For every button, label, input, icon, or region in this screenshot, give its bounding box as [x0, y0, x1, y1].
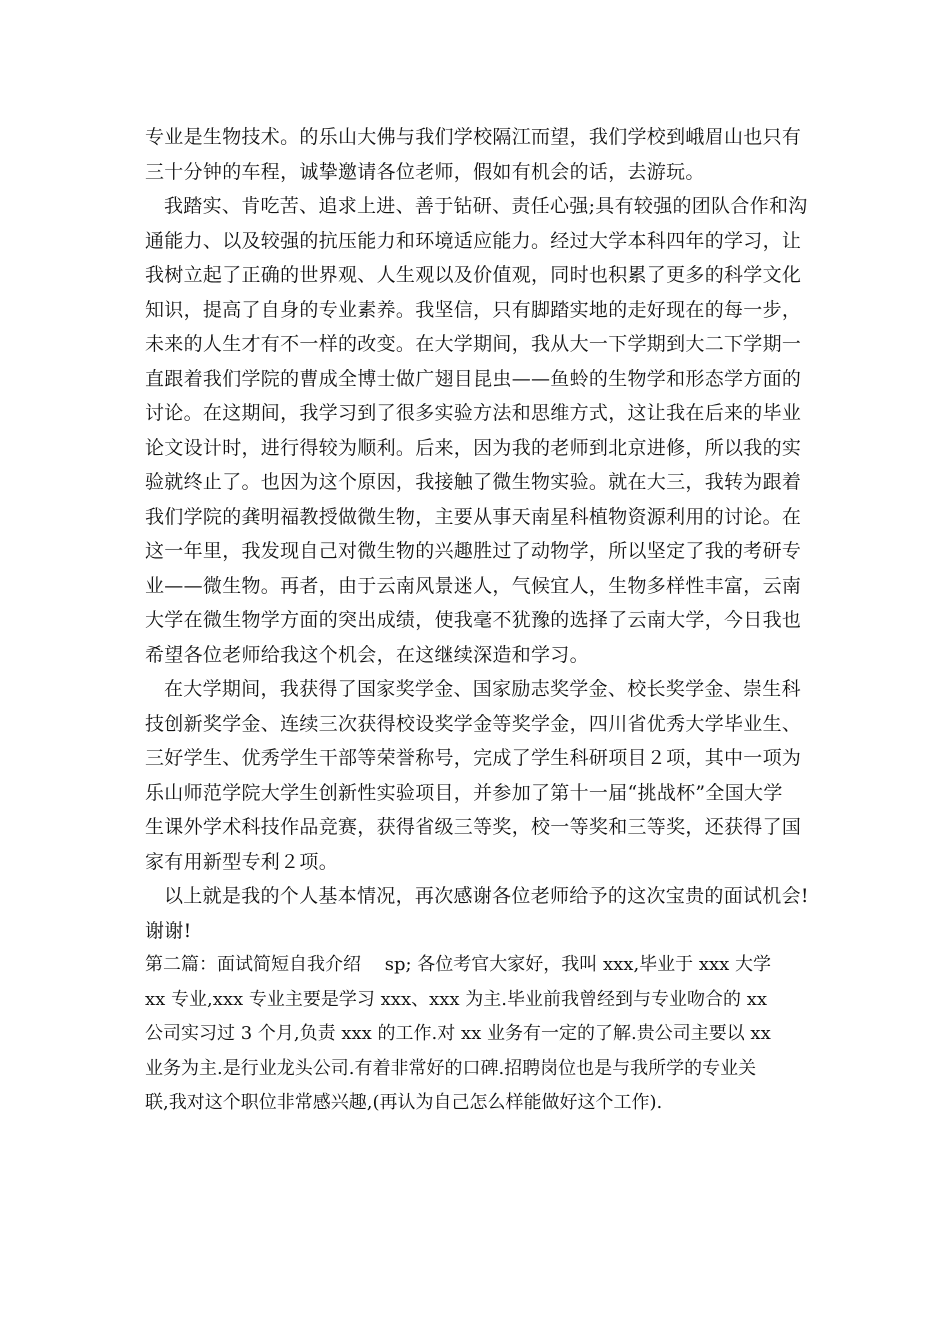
- text-line: 公司实习过 3 个月,负责 xxx 的工作.对 xx 业务有一定的了解.贵公司主要以 xx: [145, 1023, 771, 1044]
- text-line: 通能力、以及较强的抗压能力和环境适应能力。经过大学本科四年的学习，让: [145, 229, 802, 252]
- text-line: 乐山师范学院大学生创新性实验项目，并参加了第十一届“挑战杯”全国大学: [145, 781, 783, 804]
- text-line: 未来的人生才有不一样的改变。在大学期间，我从大一下学期到大二下学期一: [145, 333, 802, 355]
- text-line: 业——微生物。再者，由于云南风景迷人，气候宜人，生物多样性丰富，云南: [145, 574, 802, 597]
- text-line: 大学在微生物学方面的突出成绩，使我毫不犹豫的选择了云南大学，今日我也: [145, 609, 802, 631]
- text-line: xx 专业,xxx 专业主要是学习 xxx、xxx 为主.毕业前我曾经到与专业吻合的 xx: [145, 988, 768, 1010]
- text-line: 直跟着我们学院的曹成全博士做广翅目昆虫——鱼蛉的生物学和形态学方面的: [145, 367, 802, 390]
- text-line: 我树立起了正确的世界观、人生观以及价值观，同时也积累了更多的科学文化: [145, 264, 802, 286]
- paragraph-start-line: 以上就是我的个人基本情况，再次感谢各位老师给予的这次宝贵的面试机会!: [164, 885, 809, 907]
- text-line: 验就终止了。也因为这个原因，我接触了微生物实验。就在大三，我转为跟着: [145, 471, 802, 493]
- document-body: [145, 120, 810, 1121]
- text-line: 生课外学术科技作品竞赛，获得省级三等奖，校一等奖和三等奖，还获得了国: [145, 816, 802, 838]
- paragraph-start-line: 在大学期间，我获得了国家奖学金、国家励志奖学金、校长奖学金、崇生科: [164, 678, 801, 700]
- text-line: 知识，提高了自身的专业素养。我坚信，只有脚踏实地的走好现在的每一步，: [145, 298, 802, 321]
- text-line: 三好学生、优秀学生干部等荣誉称号，完成了学生科研项目２项，其中一项为: [145, 747, 802, 769]
- text-line: 论文设计时，进行得较为顺利。后来，因为我的老师到北京进修，所以我的实: [145, 436, 802, 459]
- text-line: 专业是生物技术。的乐山大佛与我们学校隔江而望，我们学校到峨眉山也只有: [145, 126, 802, 148]
- text-line: 业务为主.是行业龙头公司.有着非常好的口碑.招聘岗位也是与我所学的专业关: [145, 1057, 757, 1079]
- text-line: 家有用新型专利２项。: [145, 850, 339, 873]
- text-line: 谢谢!: [145, 919, 192, 942]
- text-line: 这一年里，我发现自己对微生物的兴趣胜过了动物学，所以坚定了我的考研专: [145, 540, 802, 562]
- section-heading-line: 第二篇：面试简短自我介绍 sp; 各位考官大家好，我叫 xxx,毕业于 xxx 大学: [145, 954, 772, 975]
- text-line: 我们学院的龚明福教授做微生物，主要从事天南星科植物资源利用的讨论。在: [145, 505, 802, 528]
- text-line: 技创新奖学金、连续三次获得校设奖学金等奖学金，四川省优秀大学毕业生、: [145, 712, 802, 735]
- text-line: 讨论。在这期间，我学习到了很多实验方法和思维方式，这让我在后来的毕业: [145, 402, 802, 424]
- text-line: 希望各位老师给我这个机会，在这继续深造和学习。: [145, 643, 589, 666]
- text-line: 联,我对这个职位非常感兴趣,(再认为自己怎么样能做好这个工作).: [145, 1092, 663, 1113]
- text-line: 三十分钟的车程，诚挚邀请各位老师，假如有机会的话，去游玩。: [145, 160, 705, 183]
- paragraph-start-line: 我踏实、肯吃苦、追求上进、善于钻研、责任心强;具有较强的团队合作和沟: [164, 195, 808, 217]
